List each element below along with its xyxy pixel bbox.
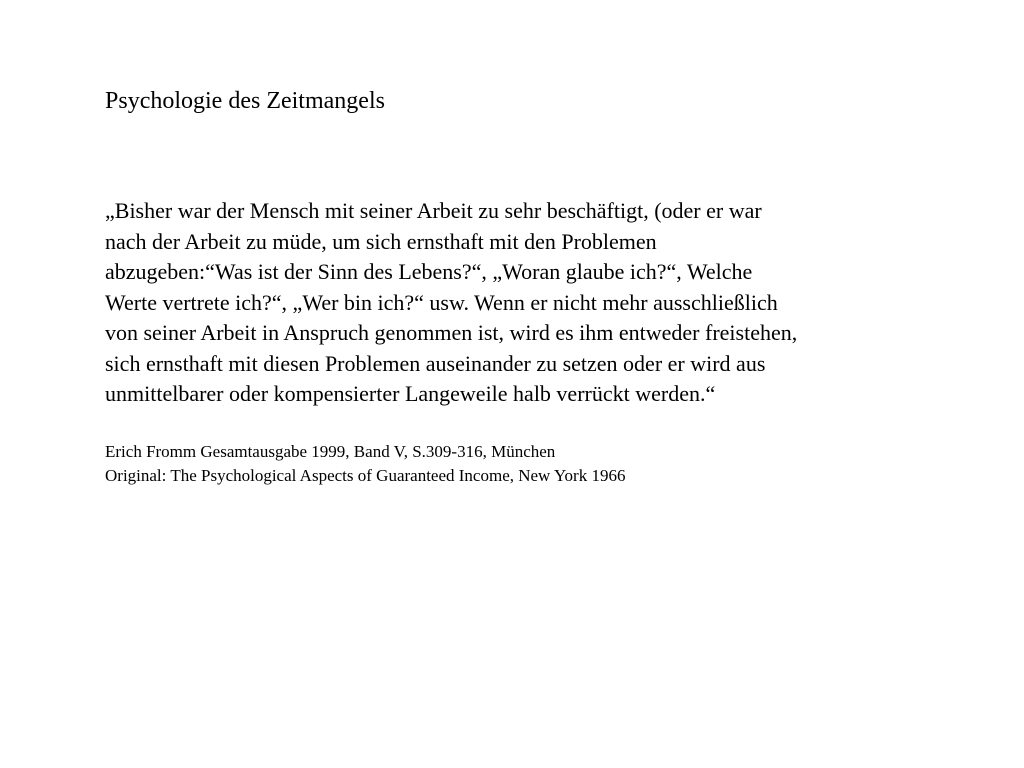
quote-line: Werte vertrete ich?“, „Wer bin ich?“ usw. Wenn er nicht mehr ausschließlich: [105, 289, 778, 315]
citation-original-line: Original: The Psychological Aspects of Guaranteed Income, New York 1966: [105, 466, 626, 485]
slide-title: Psychologie des Zeitmangels: [105, 88, 385, 114]
quote-paragraph: [105, 196, 935, 410]
quote-line: unmittelbarer oder kompensierter Langeweile halb verrückt werden.“: [105, 381, 716, 406]
quote-line: nach der Arbeit zu müde, um sich ernsthaft mit den Problemen: [105, 228, 657, 254]
quote-line: „Bisher war der Mensch mit seiner Arbeit zu sehr beschäftigt, (oder er war: [105, 198, 762, 223]
quote-line: von seiner Arbeit in Anspruch genommen ist, wird es ihm entweder freistehen,: [105, 320, 798, 345]
citation-line: Erich Fromm Gesamtausgabe 1999, Band V, S.309-316, München: [105, 442, 556, 461]
quote-line: abzugeben:“Was ist der Sinn des Lebens?“, „Woran glaube ich?“, Welche: [105, 259, 753, 284]
source-citation: [105, 440, 625, 488]
quote-line: sich ernsthaft mit diesen Problemen auseinander zu setzen oder er wird aus: [105, 350, 766, 376]
